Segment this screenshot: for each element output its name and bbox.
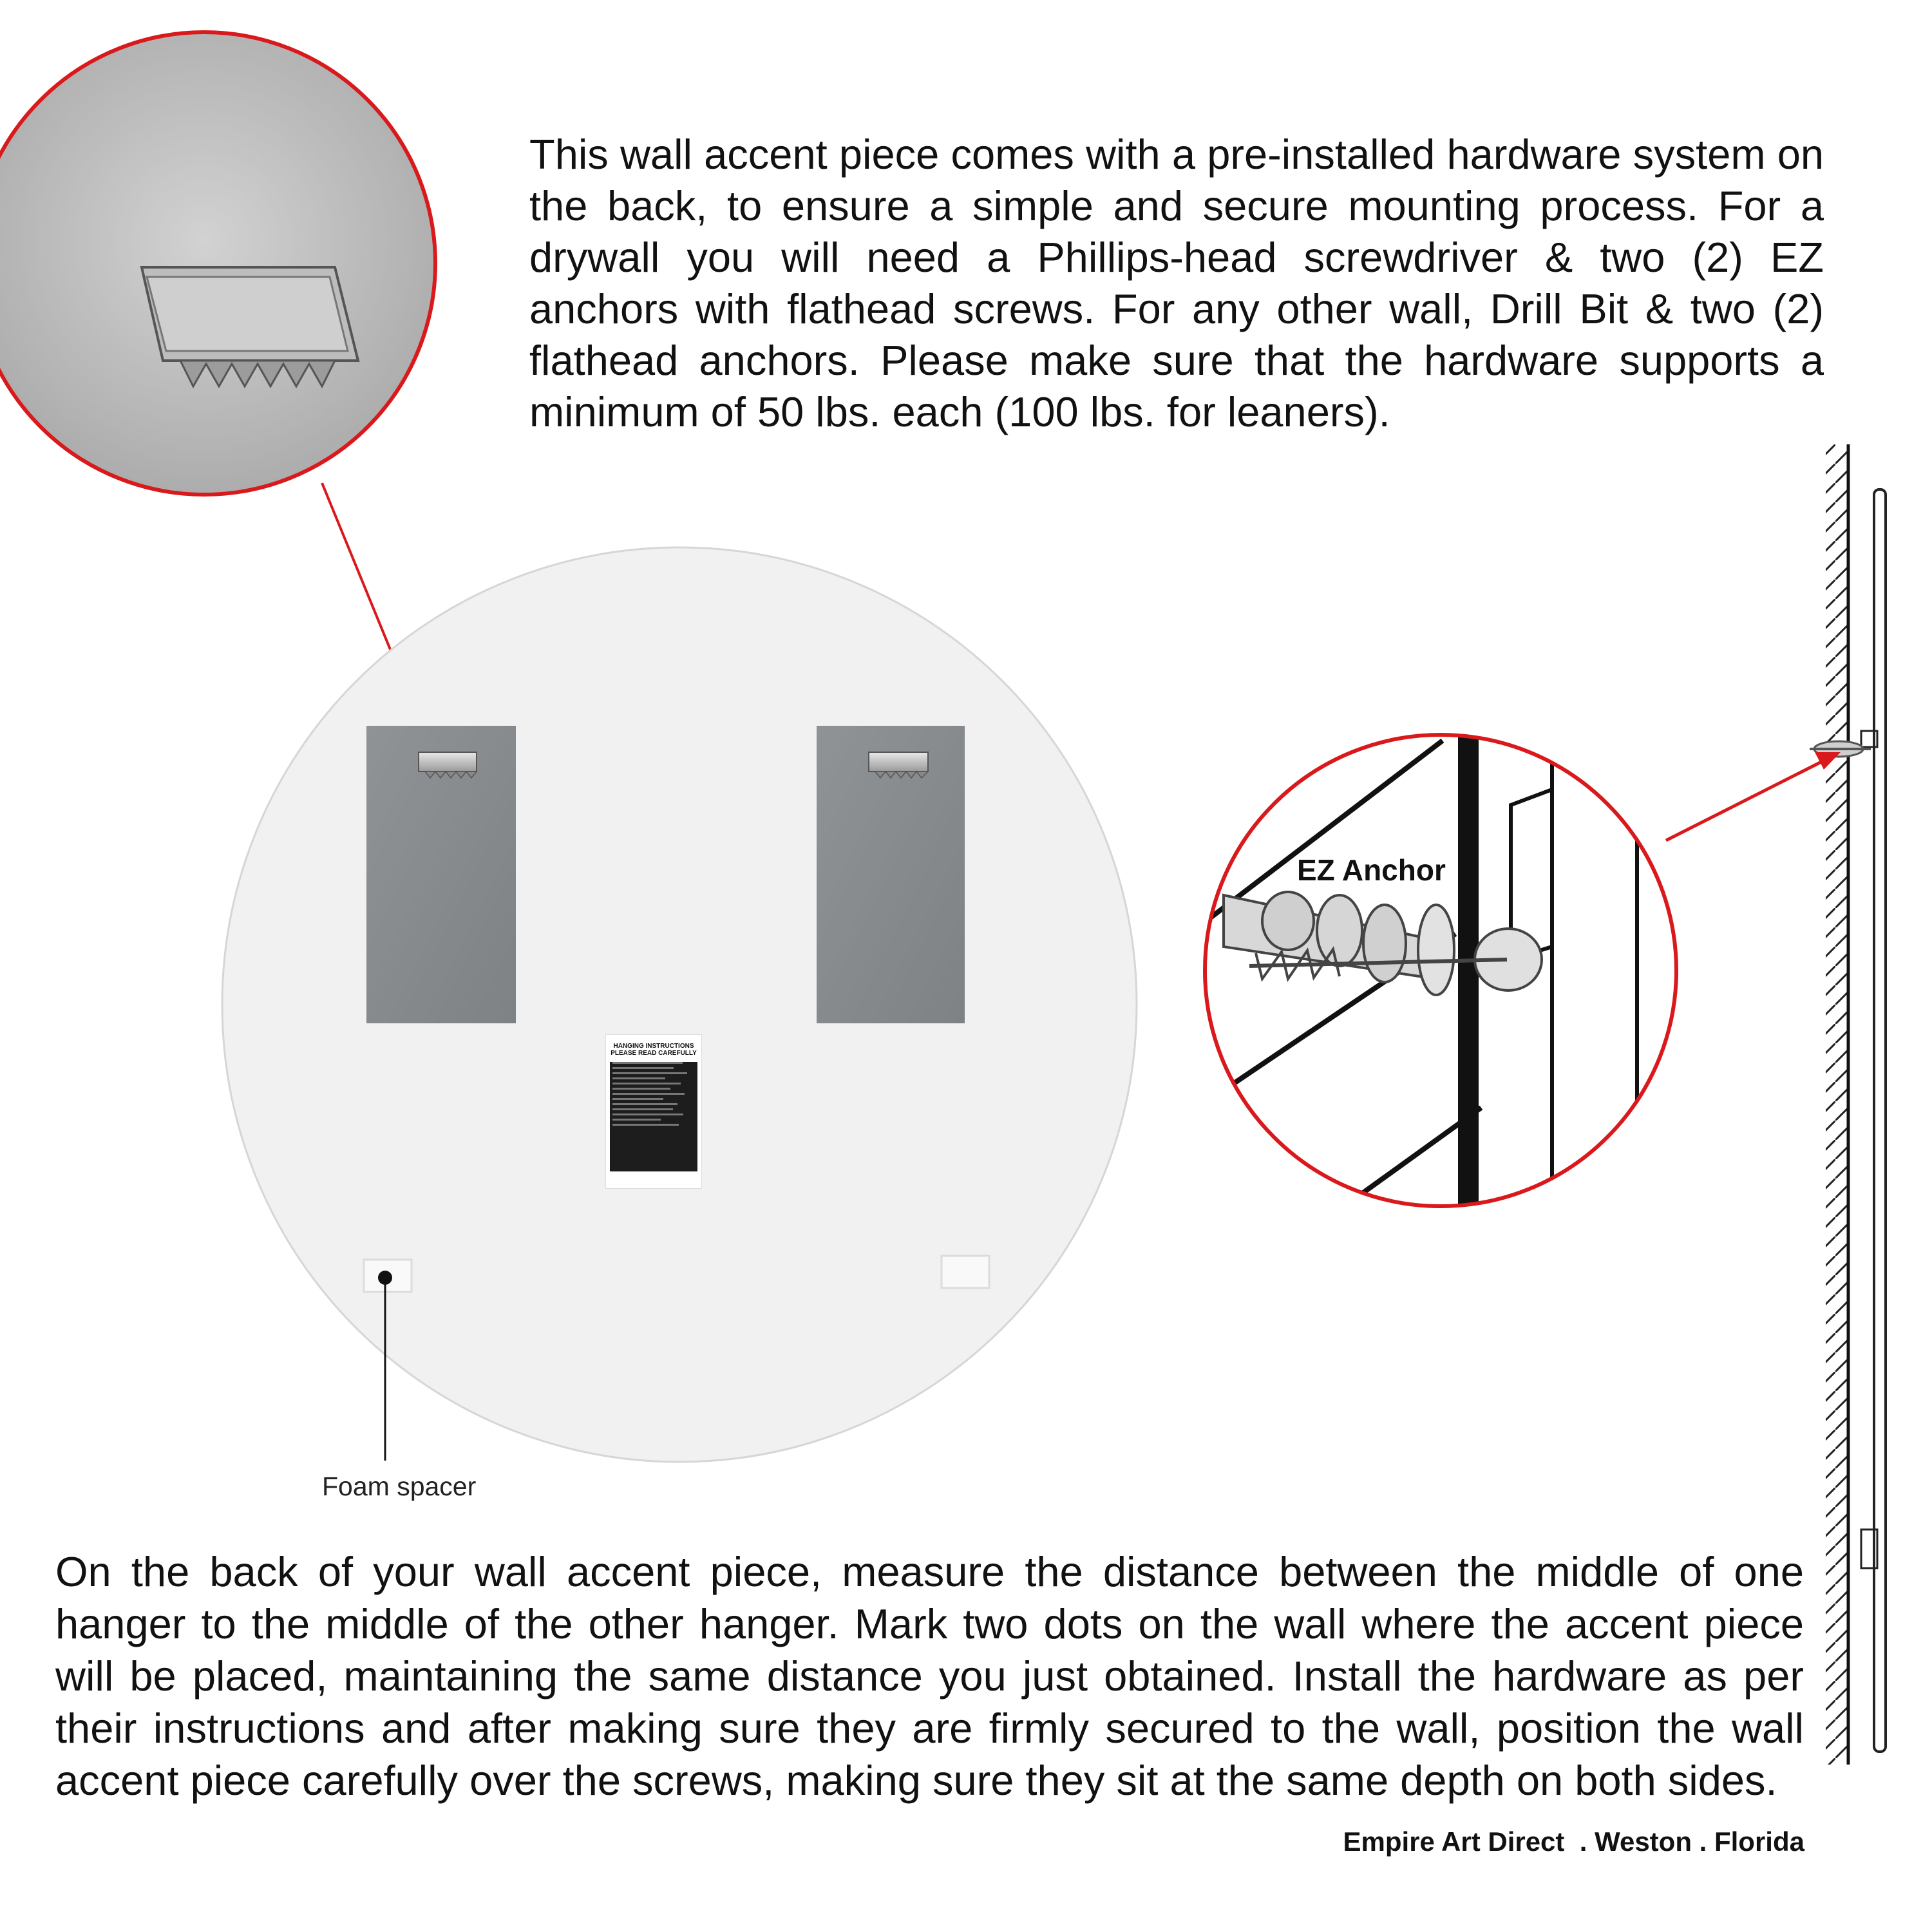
accent-piece-profile xyxy=(1874,489,1886,1752)
foam-spacer-label: Foam spacer xyxy=(322,1472,477,1501)
sticker-subtitle: PLEASE READ CAREFULLY xyxy=(611,1050,697,1057)
sticker-title: HANGING INSTRUCTIONS xyxy=(613,1043,694,1050)
sticker-body xyxy=(610,1062,697,1171)
left-sawtooth-hanger xyxy=(419,752,477,778)
intro-paragraph: This wall accent piece comes with a pre-installed hardware system on the back, to ensure a simple and secure mounting process. For a drywall you will need a Phillips-head screwdriver & two (2) EZ anchors with flathead screws. For any other wall, Drill Bit & two (2) flathead anchors. Please make sure that the hardware supports a minimum of 50 lbs. each (100 lbs. for leaners). xyxy=(529,131,1824,435)
hanger-zoom-circle xyxy=(0,32,435,495)
anchor-callout-arrow xyxy=(1666,752,1841,840)
wall-section xyxy=(1458,734,1479,1224)
hanging-instructions-sticker xyxy=(605,1034,702,1189)
right-sawtooth-hanger xyxy=(869,752,928,778)
accent-piece-back xyxy=(222,547,1137,1462)
wall-profile xyxy=(1810,444,1886,1765)
mounting-instructions-paragraph: On the back of your wall accent piece, measure the distance between the middle of one hanger to the middle of the other hanger. Mark two dots on the wall where the accent piece will be placed, maintaining the same distance you just obtained. Install the hardware as per their instructions and after making sure they are firmly secured to the wall, position the wall accent piece carefully over the screws, making sure they sit at the same depth on both sides. xyxy=(55,1548,1804,1804)
right-foam-spacer xyxy=(942,1256,989,1288)
company-footer: Empire Art Direct . Weston . Florida xyxy=(1343,1826,1804,1857)
ez-anchor-zoom-circle xyxy=(1198,728,1687,1224)
ez-anchor-label: EZ Anchor xyxy=(1297,853,1446,887)
